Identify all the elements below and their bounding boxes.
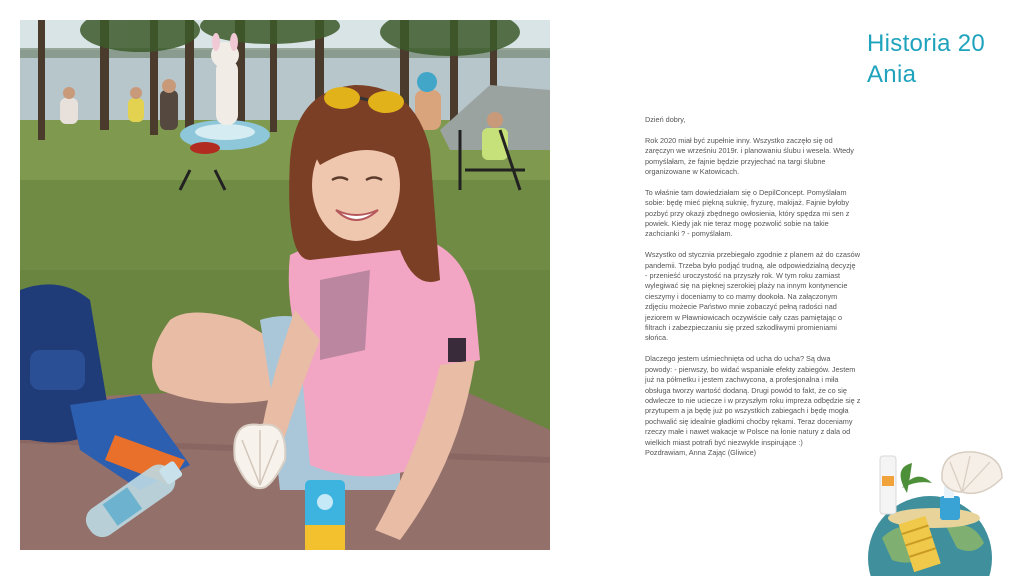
title-line-1: Historia 20 <box>867 30 986 57</box>
letter-paragraph-4: Dlaczego jestem uśmiechnięta od ucha do ucha? Są dwa powody: - pierwszy, bo widać wspaniałe efekty zabiegów. Jestem już na półmetku i jestem zachwycona, a profesjonalna i miła obsługa tworzy wartość dodaną. Drugi powód to fakt, że co się odwlecze to nie uciecze i w przyszłym roku impreza odbędzie się z przytupem a ja będę już po wszystkich zabiegach i będę mogła pochwalić się idealnie gładkimi choćby rękami. Teraz doceniamy rzeczy małe i nawet wakacje w Polsce na łonie natury z dala od wielkich miast potrafi być niezwykle inspirujące :) <box>645 354 861 447</box>
letter-paragraph-2: To właśnie tam dowiedziałam się o DepilConcept. Pomyślałam sobie: będę mieć piękną suknię, fryzurę, makijaż. Fajnie byłoby pozbyć przy okazji zbędnego owłosienia, który spędza mi sen z powiek. Kiedy jak nie teraz mogę pozwolić sobie na takie zachcianki ? - pomyślałam. <box>645 187 850 239</box>
letter-paragraph-3: Wszystko od stycznia przebiegało zgodnie z planem aż do czasów pandemii. Trzeba było podjąć trudną, ale odpowiedzialną decyzję - przenieść uroczystość na przyszły rok. W tym roku zamiast wylegiwać się na pięknej szerokiej plaży na innym kontynencie cieszymy i doceniamy to co mamy dookoła. Na załączonym zdjęciu możecie Państwo mnie zobaczyć pełną radości nad jeziorem w Pławniowicach oczywiście cały czas pamiętając o filtrach i zabezpieczaniu się przed szkodliwymi promieniami słońca. <box>645 250 860 343</box>
story-letter <box>645 115 911 458</box>
title-line-2: Ania <box>867 61 917 88</box>
globe-decoration <box>862 448 1010 576</box>
page-title <box>867 28 985 90</box>
letter-paragraph-1: Rok 2020 miał być zupełnie inny. Wszystko zaczęło się od zaręczyn we wrześniu 2019r. i planowaniu ślubu i wesela. Wtedy pomyślałam, że fajnie będzie przyjechać na targi ślubne organizowane w Katowicach. <box>645 135 854 177</box>
letter-signoff: Pozdrawiam, Anna Zając (Gliwice) <box>645 447 757 457</box>
story-photo <box>20 20 550 550</box>
letter-greeting: Dzień dobry, <box>645 115 686 124</box>
